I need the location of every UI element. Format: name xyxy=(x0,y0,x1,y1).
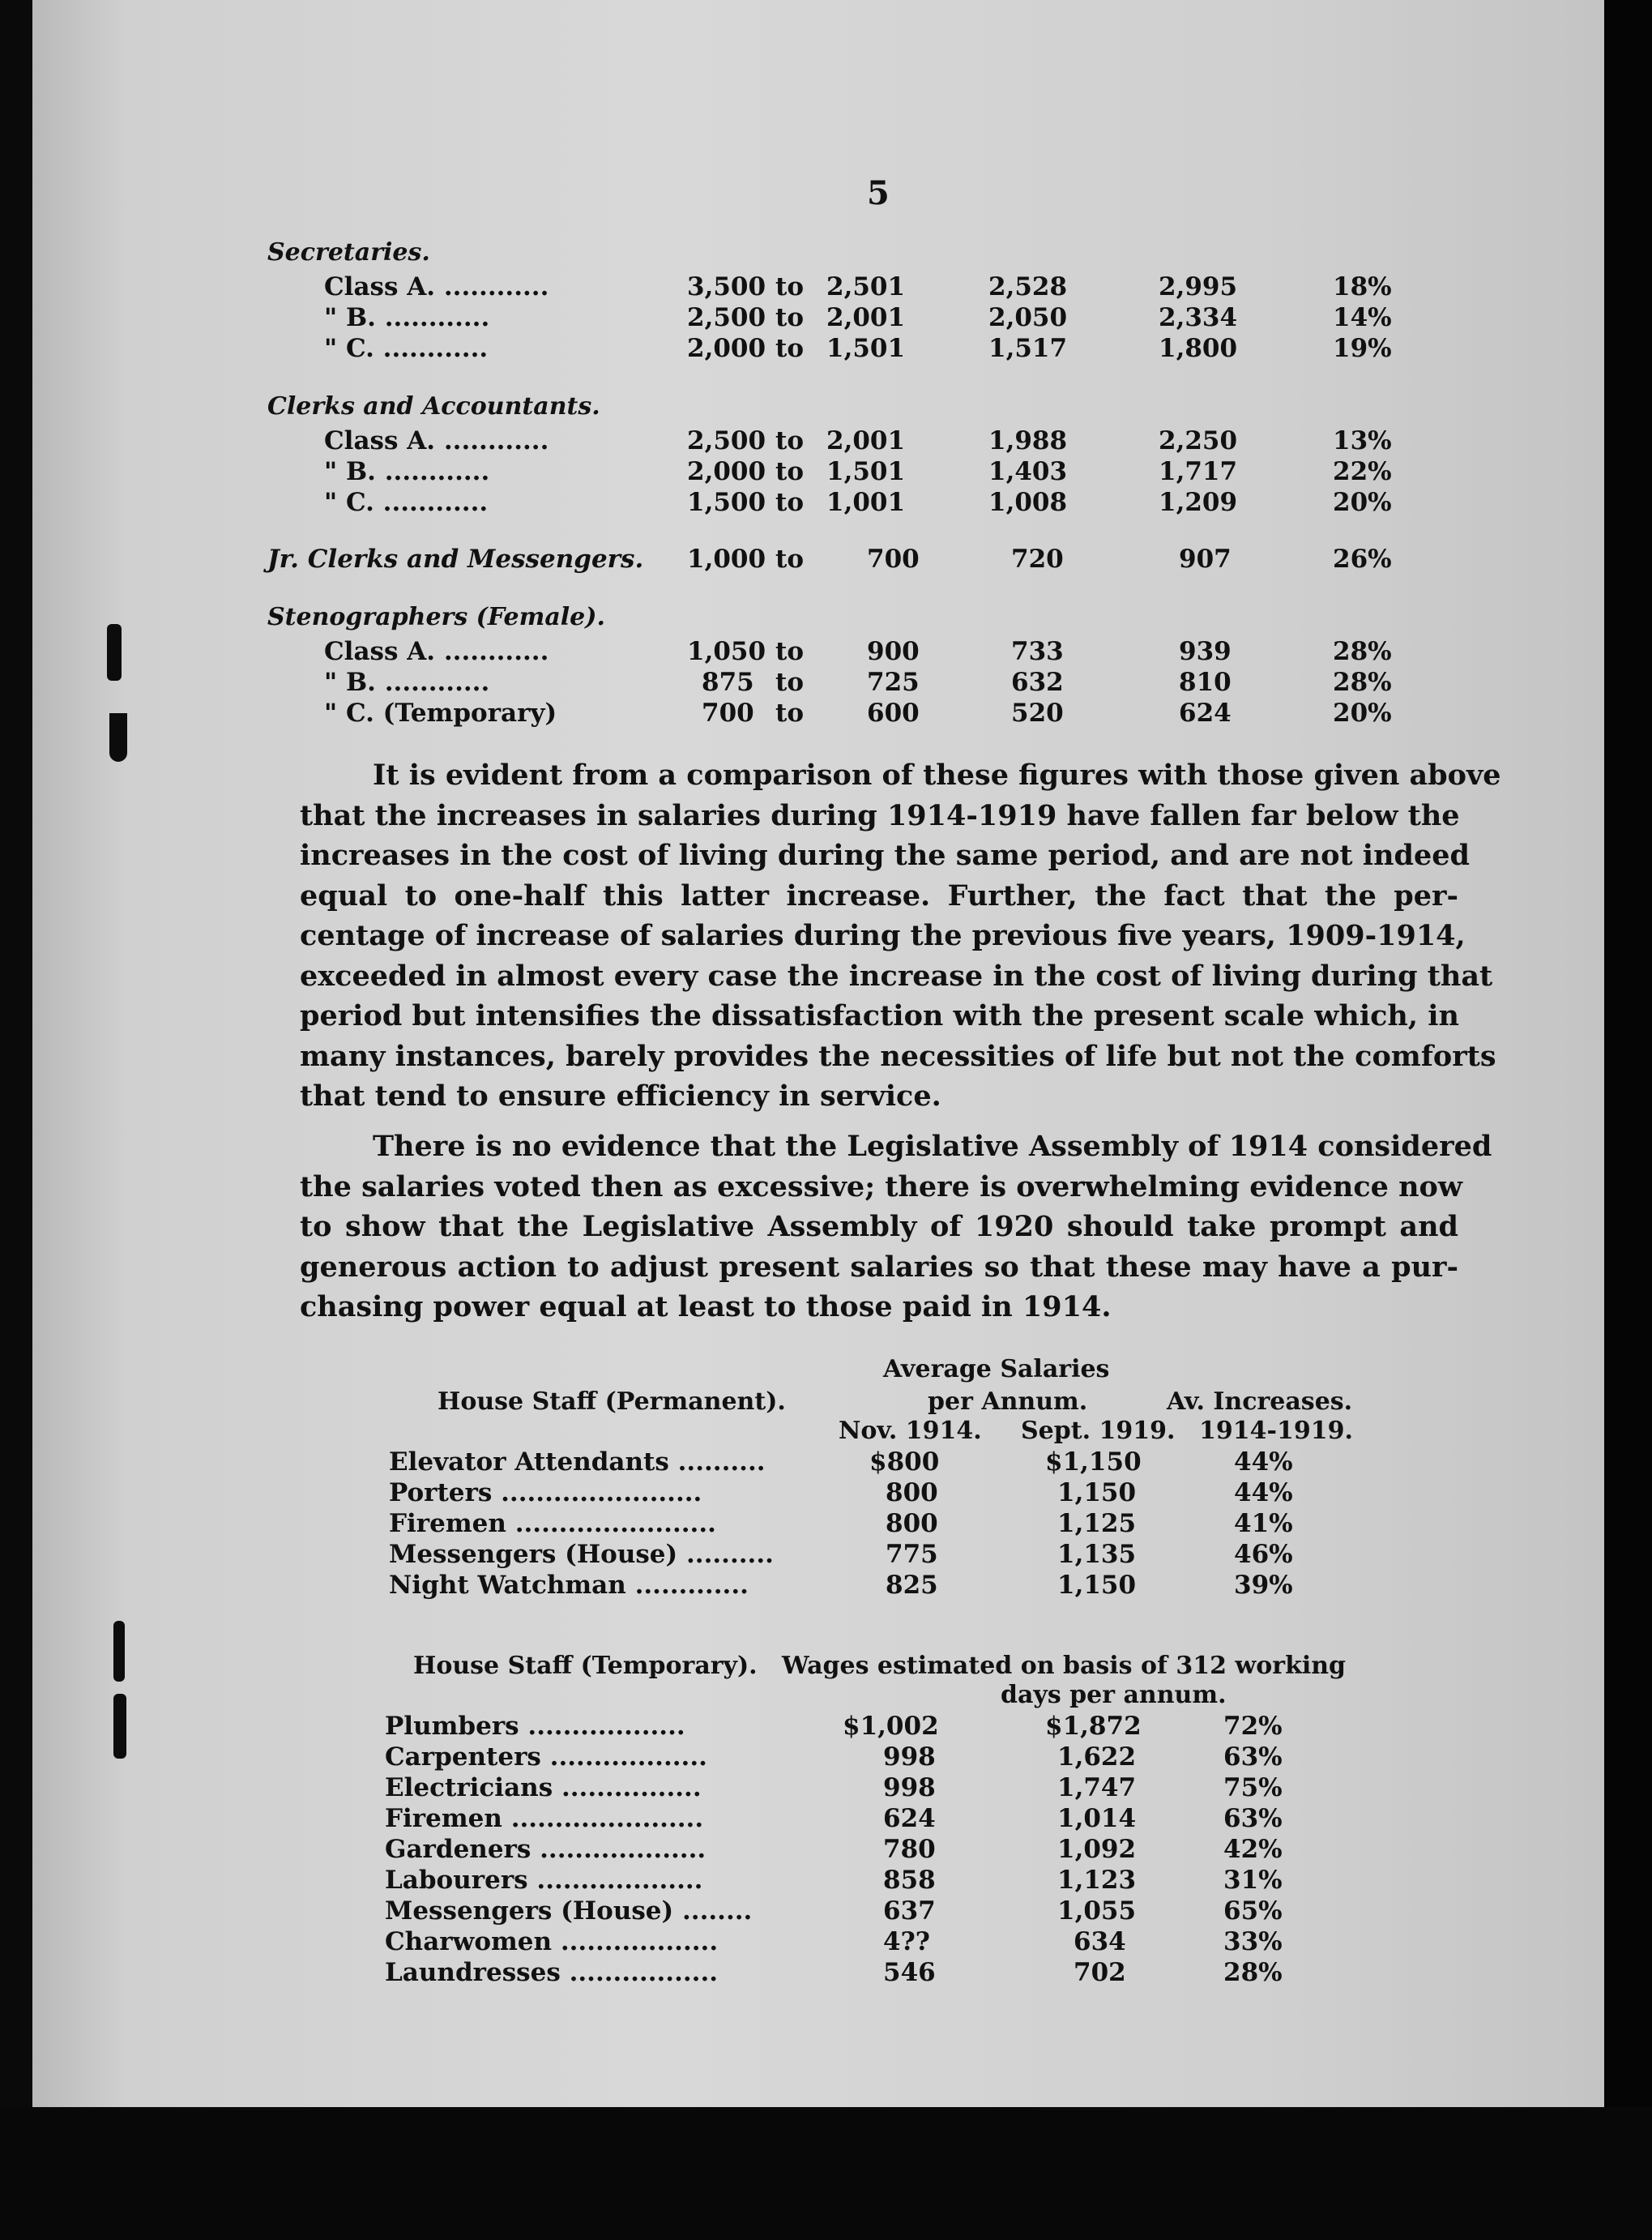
table-row: " B. ............ 2,000 to 1,501 1,403 1,717 22% xyxy=(324,457,1392,486)
table-row: Class A. ............ 1,050 to 900 733 939 28% xyxy=(324,637,1392,666)
table-row: Porters ....................... 800 1,150 44% xyxy=(389,1478,1293,1507)
days-per-annum-header: days per annum. xyxy=(1001,1681,1227,1709)
table-row: Messengers (House) ........ 637 1,055 65% xyxy=(385,1896,1283,1926)
scanned-page xyxy=(32,0,1604,2240)
table-row: " B. ............ 875 to 725 632 810 28% xyxy=(324,668,1392,697)
av-increases-header: Av. Increases. xyxy=(1167,1387,1353,1416)
increase-years-header: 1914-1919. xyxy=(1199,1417,1353,1445)
table-row: " C. ............ 1,500 to 1,001 1,008 1,209 20% xyxy=(324,488,1392,517)
clerks-heading: Clerks and Accountants. xyxy=(267,392,600,421)
table-row: Elevator Attendants .......... $800 $1,150 44% xyxy=(389,1447,1293,1477)
table-row: Charwomen .................. 4?? 634 33% xyxy=(385,1927,1283,1956)
table-row: Carpenters .................. 998 1,622 63% xyxy=(385,1742,1283,1772)
table-row: Class A. ............ 3,500 to 2,501 2,528 2,995 18% xyxy=(324,272,1392,301)
paragraph-2: There is no evidence that the Legislative Assembly of 1914 considered the salaries voted then as excessive; there is overwhelming evidence now to show that the Legislative Assembly of 1920 should take prompt and generous action to adjust present salaries so that these may have a pur- chasing power equal at least to those paid in 1914. xyxy=(300,1130,1492,1323)
stenographers-heading: Stenographers (Female). xyxy=(267,603,605,631)
table-row: Class A. ............ 2,500 to 2,001 1,988 2,250 13% xyxy=(324,426,1392,455)
binding-clip-icon xyxy=(109,713,127,762)
sept-1919-header: Sept. 1919. xyxy=(1021,1417,1176,1445)
house-temporary-title: House Staff (Temporary). xyxy=(413,1652,758,1680)
binding-clip-icon xyxy=(113,1694,126,1759)
table-row: Night Watchman ............. 825 1,150 39% xyxy=(389,1571,1293,1600)
table-row: Electricians ................ 998 1,747 75% xyxy=(385,1773,1283,1802)
binding-clip-icon xyxy=(113,1621,125,1682)
table-row: Firemen ....................... 800 1,125 41% xyxy=(389,1509,1293,1538)
binding-clip-icon xyxy=(107,624,122,681)
table-row: Firemen ...................... 624 1,014 63% xyxy=(385,1804,1283,1833)
page-number: 5 xyxy=(867,174,890,212)
table-row: Labourers ................... 858 1,123 31% xyxy=(385,1866,1283,1895)
table-row: " B. ............ 2,500 to 2,001 2,050 2,334 14% xyxy=(324,303,1392,332)
table-row: Laundresses ................. 546 702 28% xyxy=(385,1958,1283,1987)
table-row: Messengers (House) .......... 775 1,135 46% xyxy=(389,1540,1293,1569)
avg-salaries-header: Average Salaries xyxy=(883,1355,1110,1383)
house-permanent-title: House Staff (Permanent). xyxy=(438,1387,786,1416)
table-row: " C. (Temporary) 700 to 600 520 624 20% xyxy=(324,699,1392,728)
table-row: Plumbers .................. $1,002 $1,872 72% xyxy=(385,1712,1283,1741)
table-row: Gardeners ................... 780 1,092 42% xyxy=(385,1835,1283,1864)
table-row: Jr. Clerks and Messengers. 1,000 to 700 720 907 26% xyxy=(267,545,1392,574)
scan-border-bottom xyxy=(0,2107,1652,2240)
scan-border-right xyxy=(1604,0,1652,2240)
table-row: " C. ............ 2,000 to 1,501 1,517 1,800 19% xyxy=(324,334,1392,363)
secretaries-heading: Secretaries. xyxy=(267,238,430,267)
nov-1914-header: Nov. 1914. xyxy=(839,1417,982,1445)
wages-header: Wages estimated on basis of 312 working xyxy=(782,1652,1347,1680)
per-annum-header: per Annum. xyxy=(928,1387,1088,1416)
paragraph-1: It is evident from a comparison of these figures with those given above that the increases in salaries during 1914-1919 have fallen far below the increases in the cost of living during the same period, and are not indeed equal to one-half this latter increase. Further, the fact that the per- centage of increase of salaries during the previous five years, 1909-1914, exceeded in almost every case the increase in the cost of living during that period but intensifies the dissatisfaction with the present scale which, in many instances, barely provides the necessities of life but not the comforts that tend to ensure efficiency in service. xyxy=(300,759,1501,1113)
